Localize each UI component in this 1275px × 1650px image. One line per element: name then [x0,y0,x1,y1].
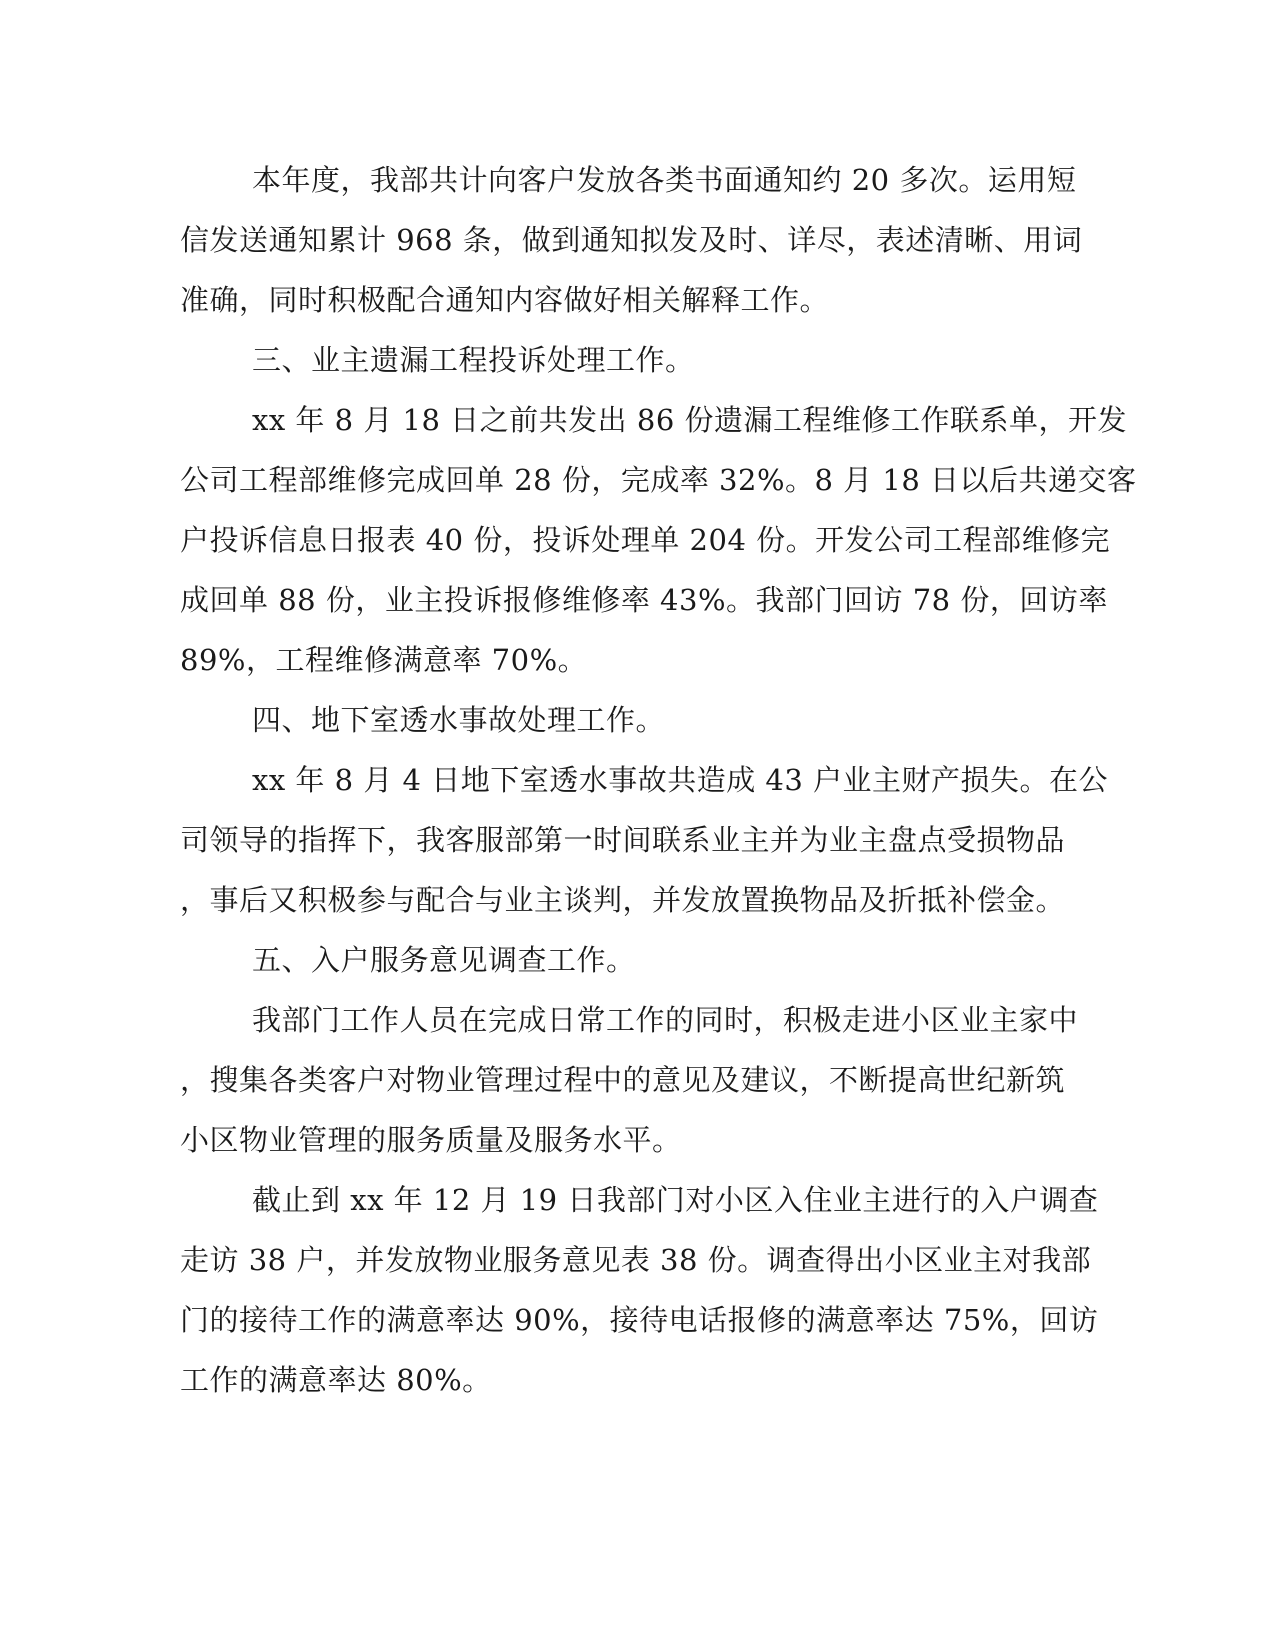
paragraph-line: 工作的满意率达 80%。 [180,1363,492,1397]
document-body [180,150,1137,1410]
paragraph-line: 走访 38 户，并发放物业服务意见表 38 份。调查得出小区业主对我部 [180,1243,1092,1277]
paragraph-line: 成回单 88 份，业主投诉报修维修率 43%。我部门回访 78 份，回访率 [180,583,1108,617]
paragraph-line: ，搜集各类客户对物业管理过程中的意见及建议，不断提高世纪新筑 [180,1063,1066,1097]
paragraph-first-line: 五、入户服务意见调查工作。 [252,943,636,977]
paragraph-first-line: 我部门工作人员在完成日常工作的同时，积极走进小区业主家中 [252,1003,1079,1037]
paragraph-line: 89%，工程维修满意率 70%。 [180,643,588,677]
paragraph-first-line: 截止到 xx 年 12 月 19 日我部门对小区入住业主进行的入户调查 [252,1183,1099,1217]
paragraph-line: 小区物业管理的服务质量及服务水平。 [180,1123,682,1157]
paragraph-line: 户投诉信息日报表 40 份，投诉处理单 204 份。开发公司工程部维修完 [180,523,1111,557]
paragraph-line: 司领导的指挥下，我客服部第一时间联系业主并为业主盘点受损物品 [180,823,1066,857]
paragraph-line: ，事后又积极参与配合与业主谈判，并发放置换物品及折抵补偿金。 [180,883,1066,917]
paragraph-first-line: xx 年 8 月 18 日之前共发出 86 份遗漏工程维修工作联系单，开发 [252,403,1127,437]
paragraph-first-line: 本年度，我部共计向客户发放各类书面通知约 20 多次。运用短 [252,163,1077,197]
paragraph-first-line: 三、业主遗漏工程投诉处理工作。 [252,343,695,377]
paragraph-first-line: xx 年 8 月 4 日地下室透水事故共造成 43 户业主财产损失。在公 [252,763,1109,797]
paragraph-line: 公司工程部维修完成回单 28 份，完成率 32%。8 月 18 日以后共递交客 [180,463,1137,497]
paragraph-line: 门的接待工作的满意率达 90%，接待电话报修的满意率达 75%，回访 [180,1303,1099,1337]
paragraph-line: 信发送通知累计 968 条，做到通知拟发及时、详尽，表述清晰、用词 [180,223,1083,257]
paragraph-line: 准确，同时积极配合通知内容做好相关解释工作。 [180,283,830,317]
paragraph-first-line: 四、地下室透水事故处理工作。 [252,703,666,737]
